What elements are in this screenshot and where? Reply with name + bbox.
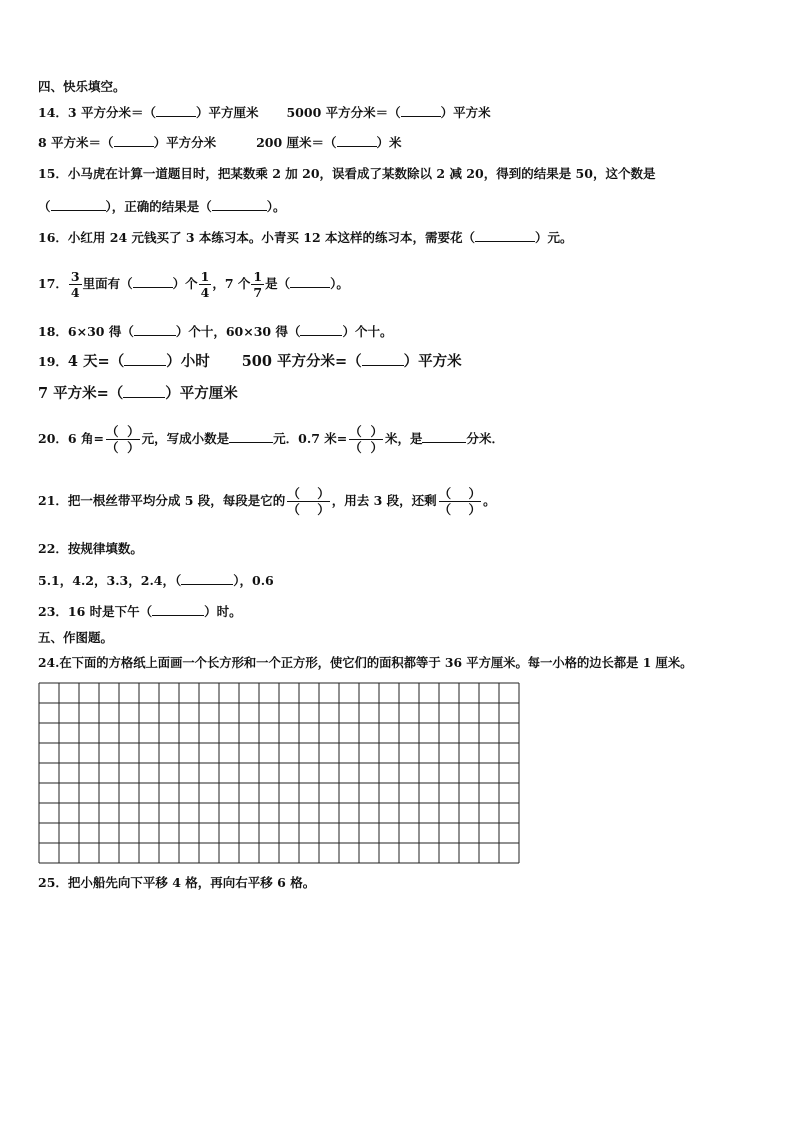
- question-15-line-2: （ ），正确的结果是（ ）。: [38, 199, 286, 214]
- paren-fraction-blank[interactable]: （ ） （ ）: [438, 486, 482, 517]
- question-number: 15．: [38, 166, 68, 181]
- question-19-line-2: 7 平方米=（ ）平方厘米: [38, 385, 238, 402]
- answer-blank[interactable]: [124, 352, 166, 366]
- question-17: 17． $\frac{3}{4}$ 里面有（ ）个 $\frac{1}{4}$ ，7 个 $\frac{1}{7}$ 是（ ）。: [38, 269, 349, 300]
- answer-blank[interactable]: [362, 352, 404, 366]
- question-number: 17．: [38, 276, 68, 291]
- question-25: 25．把小船先向下平移 4 格，再向右平移 6 格。: [38, 875, 316, 890]
- answer-blank[interactable]: [123, 384, 165, 398]
- paren-fraction-blank[interactable]: （ ） （ ）: [349, 424, 383, 455]
- answer-blank[interactable]: [337, 133, 377, 147]
- answer-blank[interactable]: [475, 228, 535, 242]
- question-18: 18．6×30 得（ ）个十，60×30 得（ ）个十。: [38, 324, 393, 339]
- answer-blank[interactable]: [290, 274, 330, 288]
- paren-fraction-blank[interactable]: （ ） （ ）: [287, 486, 330, 517]
- answer-blank[interactable]: [229, 429, 273, 443]
- answer-blank[interactable]: [401, 103, 441, 117]
- question-number: 25．: [38, 875, 68, 890]
- question-22: 22．按规律填数。: [38, 541, 143, 556]
- answer-blank[interactable]: [152, 602, 204, 616]
- question-14-line-2: 8 平方米＝（ ）平方分米 200 厘米＝（ ）米: [38, 135, 402, 150]
- section-five-title: 五、作图题。: [38, 630, 114, 645]
- paren-fraction-blank[interactable]: （ ） （ ）: [105, 424, 140, 455]
- question-number: 21．: [38, 493, 68, 508]
- answer-blank[interactable]: [114, 133, 154, 147]
- question-number: 14．: [38, 105, 68, 120]
- section-four-title: 四、快乐填空。: [38, 79, 126, 94]
- question-16: 16．小红用 24 元钱买了 3 本练习本。小青买 12 本这样的练习本，需要花（ ）元。: [38, 230, 573, 245]
- answer-blank[interactable]: [181, 571, 233, 585]
- fraction-three-quarters: $\frac{3}{4}$: [70, 269, 80, 300]
- fraction-one-seventh: $\frac{1}{7}$: [253, 269, 263, 300]
- question-20: 20．6 角= （ ） （ ） 元，写成小数是 元．0.7 米= （ ） （ ） 米，是 分米．: [38, 424, 504, 455]
- question-number: 19．: [38, 354, 68, 369]
- question-21: 21．把一根丝带平均分成 5 段，每段是它的 （ ） （ ） ，用去 3 段，还剩 （ ） （ ） 。: [38, 486, 496, 517]
- question-number: 22．: [38, 541, 68, 556]
- question-14-line-1: 14．3 平方分米＝（ ）平方厘米 5000 平方分米＝（ ）平方米: [38, 105, 491, 120]
- question-number: 18．: [38, 324, 68, 339]
- grid-paper[interactable]: [38, 682, 520, 864]
- question-15-line-1: 15．小马虎在计算一道题目时，把某数乘 2 加 20，误看成了某数除以 2 减 20，得到的结果是 50，这个数是: [38, 166, 656, 181]
- answer-blank[interactable]: [422, 429, 466, 443]
- question-number: 16．: [38, 230, 68, 245]
- question-19-line-1: 19．4 天=（ ）小时 500 平方分米=（ ）平方米: [38, 353, 462, 370]
- question-number: 24.: [38, 655, 60, 670]
- answer-blank[interactable]: [300, 322, 342, 336]
- answer-blank[interactable]: [51, 197, 106, 211]
- answer-blank[interactable]: [212, 197, 267, 211]
- fraction-one-quarter: $\frac{1}{4}$: [200, 269, 210, 300]
- answer-blank[interactable]: [134, 322, 176, 336]
- question-number: 20．: [38, 431, 68, 446]
- question-number: 23．: [38, 604, 68, 619]
- answer-blank[interactable]: [156, 103, 196, 117]
- answer-blank[interactable]: [133, 274, 173, 288]
- question-22-sequence: 5.1，4.2，3.3，2.4，（ ），0.6: [38, 573, 274, 588]
- question-24: 24.在下面的方格纸上面画一个长方形和一个正方形，使它们的面积都等于 36 平方厘米。每一小格的边长都是 1 厘米。: [38, 655, 693, 670]
- question-23: 23．16 时是下午（ ）时。: [38, 604, 242, 619]
